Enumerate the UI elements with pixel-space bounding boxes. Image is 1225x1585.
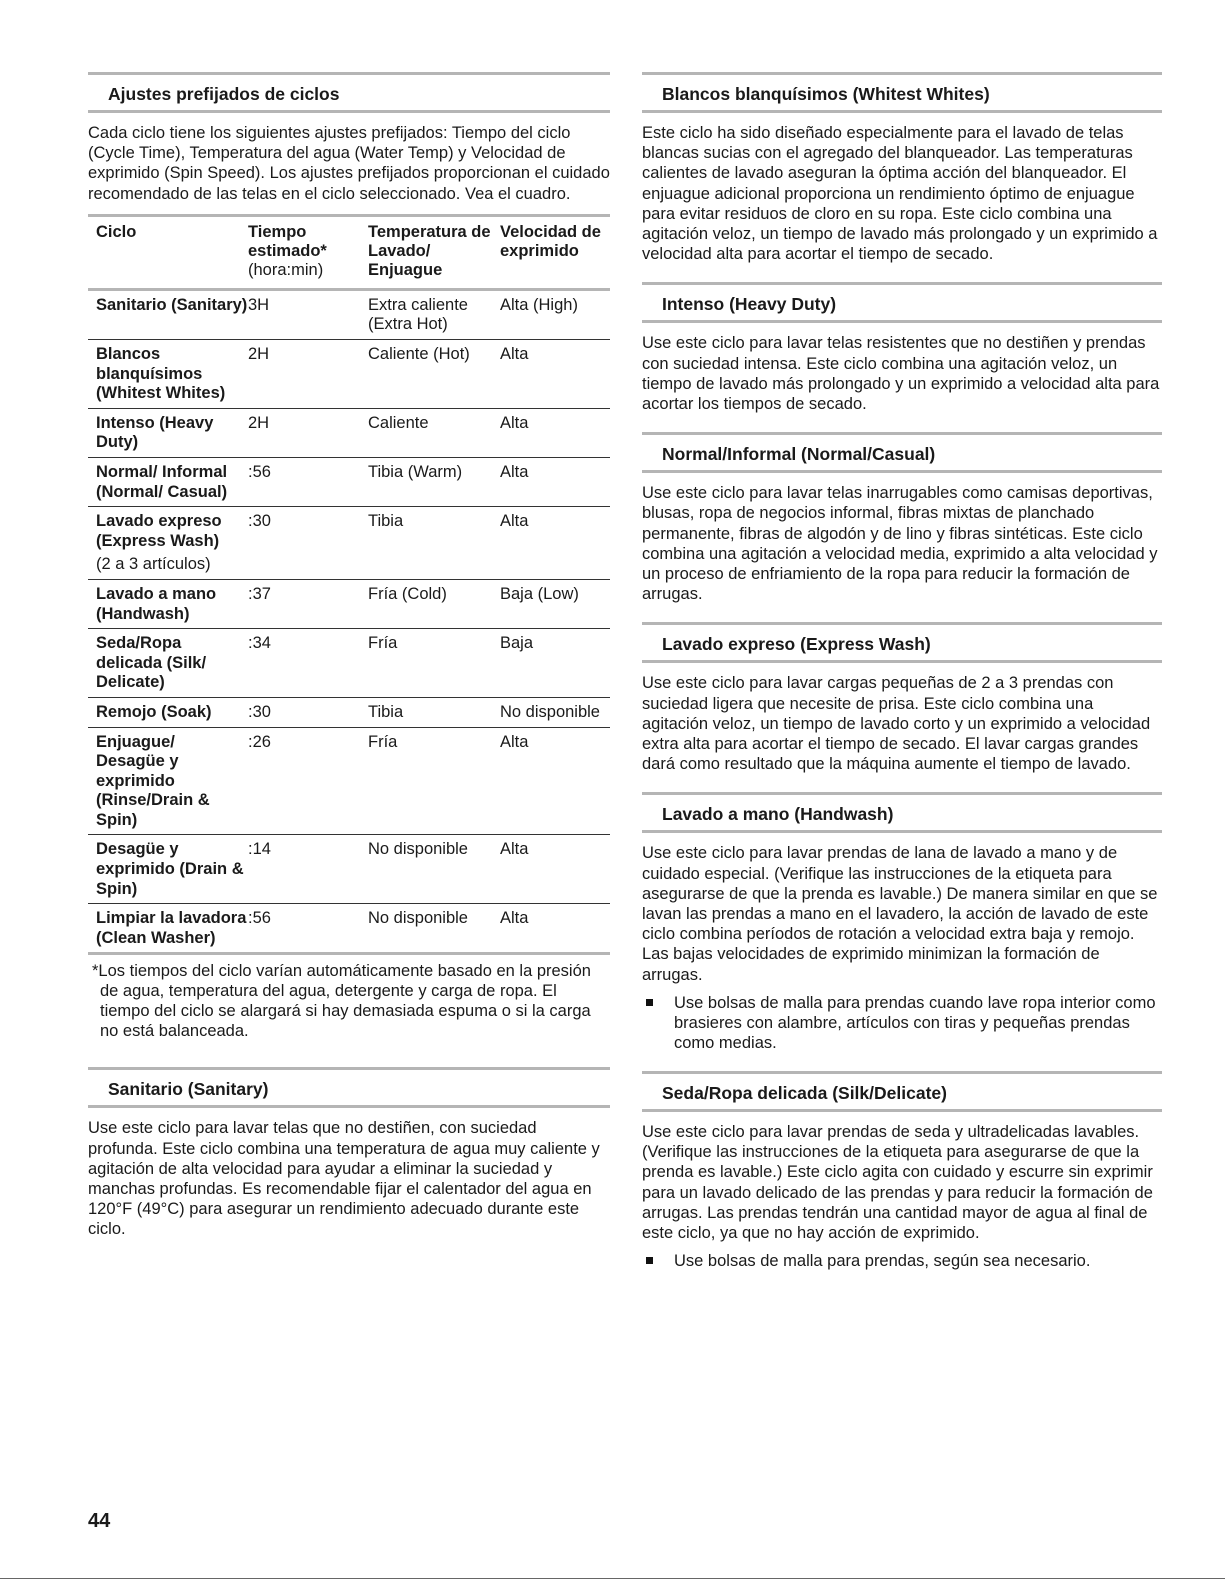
section-heading-silk-delicate: Seda/Ropa delicada (Silk/Delicate)	[642, 1071, 1162, 1112]
table-row	[88, 340, 610, 409]
cell-cycle	[96, 703, 248, 723]
cell-spin-speed: Alta (High)	[500, 295, 578, 314]
table-row	[88, 291, 610, 340]
cell-spin-speed: Baja	[500, 634, 534, 653]
cycle-name: Desagüe y exprimido (Drain & Spin)	[96, 840, 244, 898]
table-row	[88, 409, 610, 458]
table-row	[88, 458, 610, 507]
bullet-square-icon	[646, 1257, 653, 1264]
cell-time: 3H	[248, 295, 270, 314]
table-row	[88, 507, 610, 580]
cell-cycle	[96, 414, 248, 453]
cell-temperature: Caliente (Hot)	[368, 345, 470, 363]
section-heading-handwash: Lavado a mano (Handwash)	[642, 792, 1162, 833]
table-row	[88, 629, 610, 698]
handwash-bullet-text: Use bolsas de malla para prendas cuando lave ropa interior como brasieres con alambre, artículos con tiras y pequeñas prendas como medias.	[674, 993, 1156, 1052]
cycle-name: Sanitario (Sanitary)	[96, 295, 248, 314]
express-wash-text: Use este ciclo para lavar cargas pequeñas de 2 a 3 prendas con suciedad ligera que necesite de prisa. Este ciclo combina una agitación veloz, un tiempo de lavado corto y un exprimido a velocidad extra alta para acortar el tiempo de secado. El lavar cargas grandes dará como resultado que la máquina aumente el tiempo de lavado.	[642, 674, 1151, 774]
cycle-settings-table	[88, 214, 610, 956]
cell-temperature: No disponible	[368, 840, 468, 859]
header-time-label: Tiempo estimado*	[248, 222, 327, 260]
cell-cycle	[96, 463, 248, 502]
cell-spin-speed: No disponible	[500, 702, 600, 721]
header-time	[248, 223, 368, 280]
silk-bullet-text: Use bolsas de malla para prendas, según sea necesario.	[674, 1252, 1091, 1271]
cycle-name: Limpiar la lavadora (Clean Washer)	[96, 909, 247, 947]
cycle-name: Enjuague/ Desagüe y exprimido (Rinse/Drain & Spin)	[96, 732, 210, 829]
header-time-unit: (hora:min)	[248, 260, 324, 279]
section-heading-cycle-presets: Ajustes prefijados de ciclos	[88, 72, 610, 113]
cell-spin-speed: Alta	[500, 512, 529, 531]
cell-spin-speed: Alta	[500, 909, 529, 928]
cell-temperature: Fría	[368, 732, 398, 751]
cell-temperature: Extra caliente (Extra Hot)	[368, 295, 468, 334]
cell-time: 2H	[248, 413, 270, 432]
cell-time: :56	[248, 909, 271, 928]
cell-spin-speed: Alta	[500, 462, 529, 481]
normal-casual-text: Use este ciclo para lavar telas inarrugables como camisas deportivas, blusas, ropa de negocios informal, fibras mixtas de planchado permanente, fibras de algodón y de lino y fibras sintéticas. Este ciclo combina una agitación a velocidad media, exprimido a alta velocidad y un proceso de enfriamiento de la ropa para reducir la formación de arrugas.	[642, 484, 1158, 604]
silk-delicate-text: Use este ciclo para lavar prendas de seda y ultradelicadas lavables. (Verifique las instrucciones de la etiqueta para asegurarse de que la prenda es lavable.) Este ciclo agita con cuidado y escurre sin exprimir para un lavado delicado de las prendas y para reducir la formación de arrugas. Las prendas tendrán una cantidad mayor de agua al final de este ciclo, ya que no hay acción de exprimido.	[642, 1122, 1153, 1242]
handwash-text: Use este ciclo para lavar prendas de lana de lavado a mano y de cuidado especial. (Verifique las instrucciones de la etiqueta para asegurarse de que la prenda es lavable.) De manera similar en que se lavan las prendas a mano en el lavadero, la acción de lavado de este ciclo combina períodos de rotación a velocidad extra baja y remojo. Las bajas velocidades de exprimido minimizan la formación de arrugas.	[642, 844, 1158, 984]
cycle-note: (2 a 3 artículos)	[96, 555, 211, 574]
section-heading-whitest-whites: Blancos blanquísimos (Whitest Whites)	[642, 72, 1162, 113]
cell-spin-speed: Alta	[500, 345, 529, 363]
header-spin-speed: Velocidad de exprimido	[500, 222, 601, 260]
header-temperature: Temperatura de Lavado/ Enjuague	[368, 222, 491, 279]
heavy-duty-text: Use este ciclo para lavar telas resistentes que no destiñen y prendas con suciedad intensa. Este ciclo combina una agitación veloz, un tiempo de lavado más prolongado y un exprimido a velocidad alta para acortar los tiempos de secado.	[642, 334, 1160, 414]
cell-time: 2H	[248, 345, 270, 363]
cell-cycle	[96, 296, 248, 335]
page-bottom-rule	[0, 1578, 1225, 1579]
page-number: 44	[88, 1510, 111, 1532]
cell-time: :37	[248, 584, 271, 603]
cycle-presets-text: Cada ciclo tiene los siguientes ajustes prefijados: Tiempo del ciclo (Cycle Time), Temperatura del agua (Water Temp) y Velocidad de exprimido (Spin Speed). Los ajustes prefijados proporcionan el cuidado recomendado de las telas en el ciclo seleccionado. Vea el cuadro.	[88, 124, 610, 203]
cycle-name: Seda/Ropa delicada (Silk/ Delicate)	[96, 634, 207, 692]
sanitary-text: Use este ciclo para lavar telas que no destiñen, con suciedad profunda. Este ciclo combina una temperatura de agua muy caliente y agitación de alta velocidad para ayudar a eliminar la suciedad y manchas profundas. Es recomendable fijar el calentador del agua en 120°F (49°C) para asegurar un rendimiento adecuado durante este ciclo.	[88, 1119, 600, 1239]
cell-time: :30	[248, 702, 271, 721]
cell-cycle	[96, 733, 248, 831]
cell-temperature: Fría	[368, 634, 398, 653]
silk-bullet	[642, 1251, 1162, 1271]
cycle-name: Remojo (Soak)	[96, 702, 212, 721]
cell-spin-speed: Alta	[500, 413, 529, 432]
cell-time: :30	[248, 512, 271, 531]
handwash-bullet	[642, 993, 1162, 1053]
section-heading-sanitary: Sanitario (Sanitary)	[88, 1067, 610, 1108]
whitest-whites-text: Este ciclo ha sido diseñado especialmente para el lavado de telas blancas sucias con el agregado del blanqueador. Las temperaturas calientes de lavado aseguran la óptima acción del blanqueador. El enjuague adicional proporciona un rendimiento óptimo de enjuague para evitar residuos de cloro en su ropa. Este ciclo combina una agitación veloz, un tiempo de lavado más prolongado y un exprimido a velocidad alta para acortar el tiempo de secado.	[642, 124, 1158, 264]
cell-time: :14	[248, 840, 271, 859]
table-header	[88, 217, 610, 291]
cell-time: :26	[248, 732, 271, 751]
cell-temperature: Tibia	[368, 702, 404, 721]
left-column	[88, 72, 610, 1240]
table-row	[88, 904, 610, 955]
cell-time: :34	[248, 634, 271, 653]
cell-time: :56	[248, 462, 271, 481]
cell-cycle	[96, 840, 248, 899]
cell-temperature: Fría (Cold)	[368, 584, 447, 603]
cell-cycle	[96, 634, 248, 693]
cell-spin-speed: Baja (Low)	[500, 584, 579, 603]
cell-temperature: Tibia (Warm)	[368, 462, 463, 481]
table-row	[88, 728, 610, 836]
table-row	[88, 698, 610, 728]
cell-cycle	[96, 345, 248, 404]
bullet-square-icon	[646, 999, 653, 1006]
table-row	[88, 580, 610, 629]
section-heading-express-wash: Lavado expreso (Express Wash)	[642, 622, 1162, 663]
cell-temperature: Caliente	[368, 413, 429, 432]
header-cycle: Ciclo	[96, 222, 137, 241]
cycle-name: Blancos blanquísimos (Whitest Whites)	[96, 345, 226, 403]
cycle-name: Lavado a mano (Handwash)	[96, 584, 217, 623]
cell-temperature: Tibia	[368, 512, 404, 531]
cell-spin-speed: Alta	[500, 732, 529, 751]
table-row	[88, 835, 610, 904]
cell-cycle	[96, 585, 248, 624]
cell-cycle	[96, 512, 248, 575]
right-column	[642, 72, 1162, 1271]
cell-temperature: No disponible	[368, 909, 468, 928]
cycle-name: Lavado expreso (Express Wash)	[96, 512, 222, 550]
cell-spin-speed: Alta	[500, 840, 529, 859]
cycle-name: Normal/ Informal (Normal/ Casual)	[96, 462, 228, 501]
section-heading-normal-casual: Normal/Informal (Normal/Casual)	[642, 432, 1162, 473]
cell-cycle	[96, 909, 248, 948]
section-heading-heavy-duty: Intenso (Heavy Duty)	[642, 282, 1162, 323]
table-body	[88, 291, 610, 956]
cycle-name: Intenso (Heavy Duty)	[96, 413, 214, 452]
table-footnote: *Los tiempos del ciclo varían automáticamente basado en la presión de agua, temperatura del agua, detergente y carga de ropa. El tiempo del ciclo se alargará si hay demasiada espuma o si la carga no está balanceada.	[92, 962, 591, 1041]
